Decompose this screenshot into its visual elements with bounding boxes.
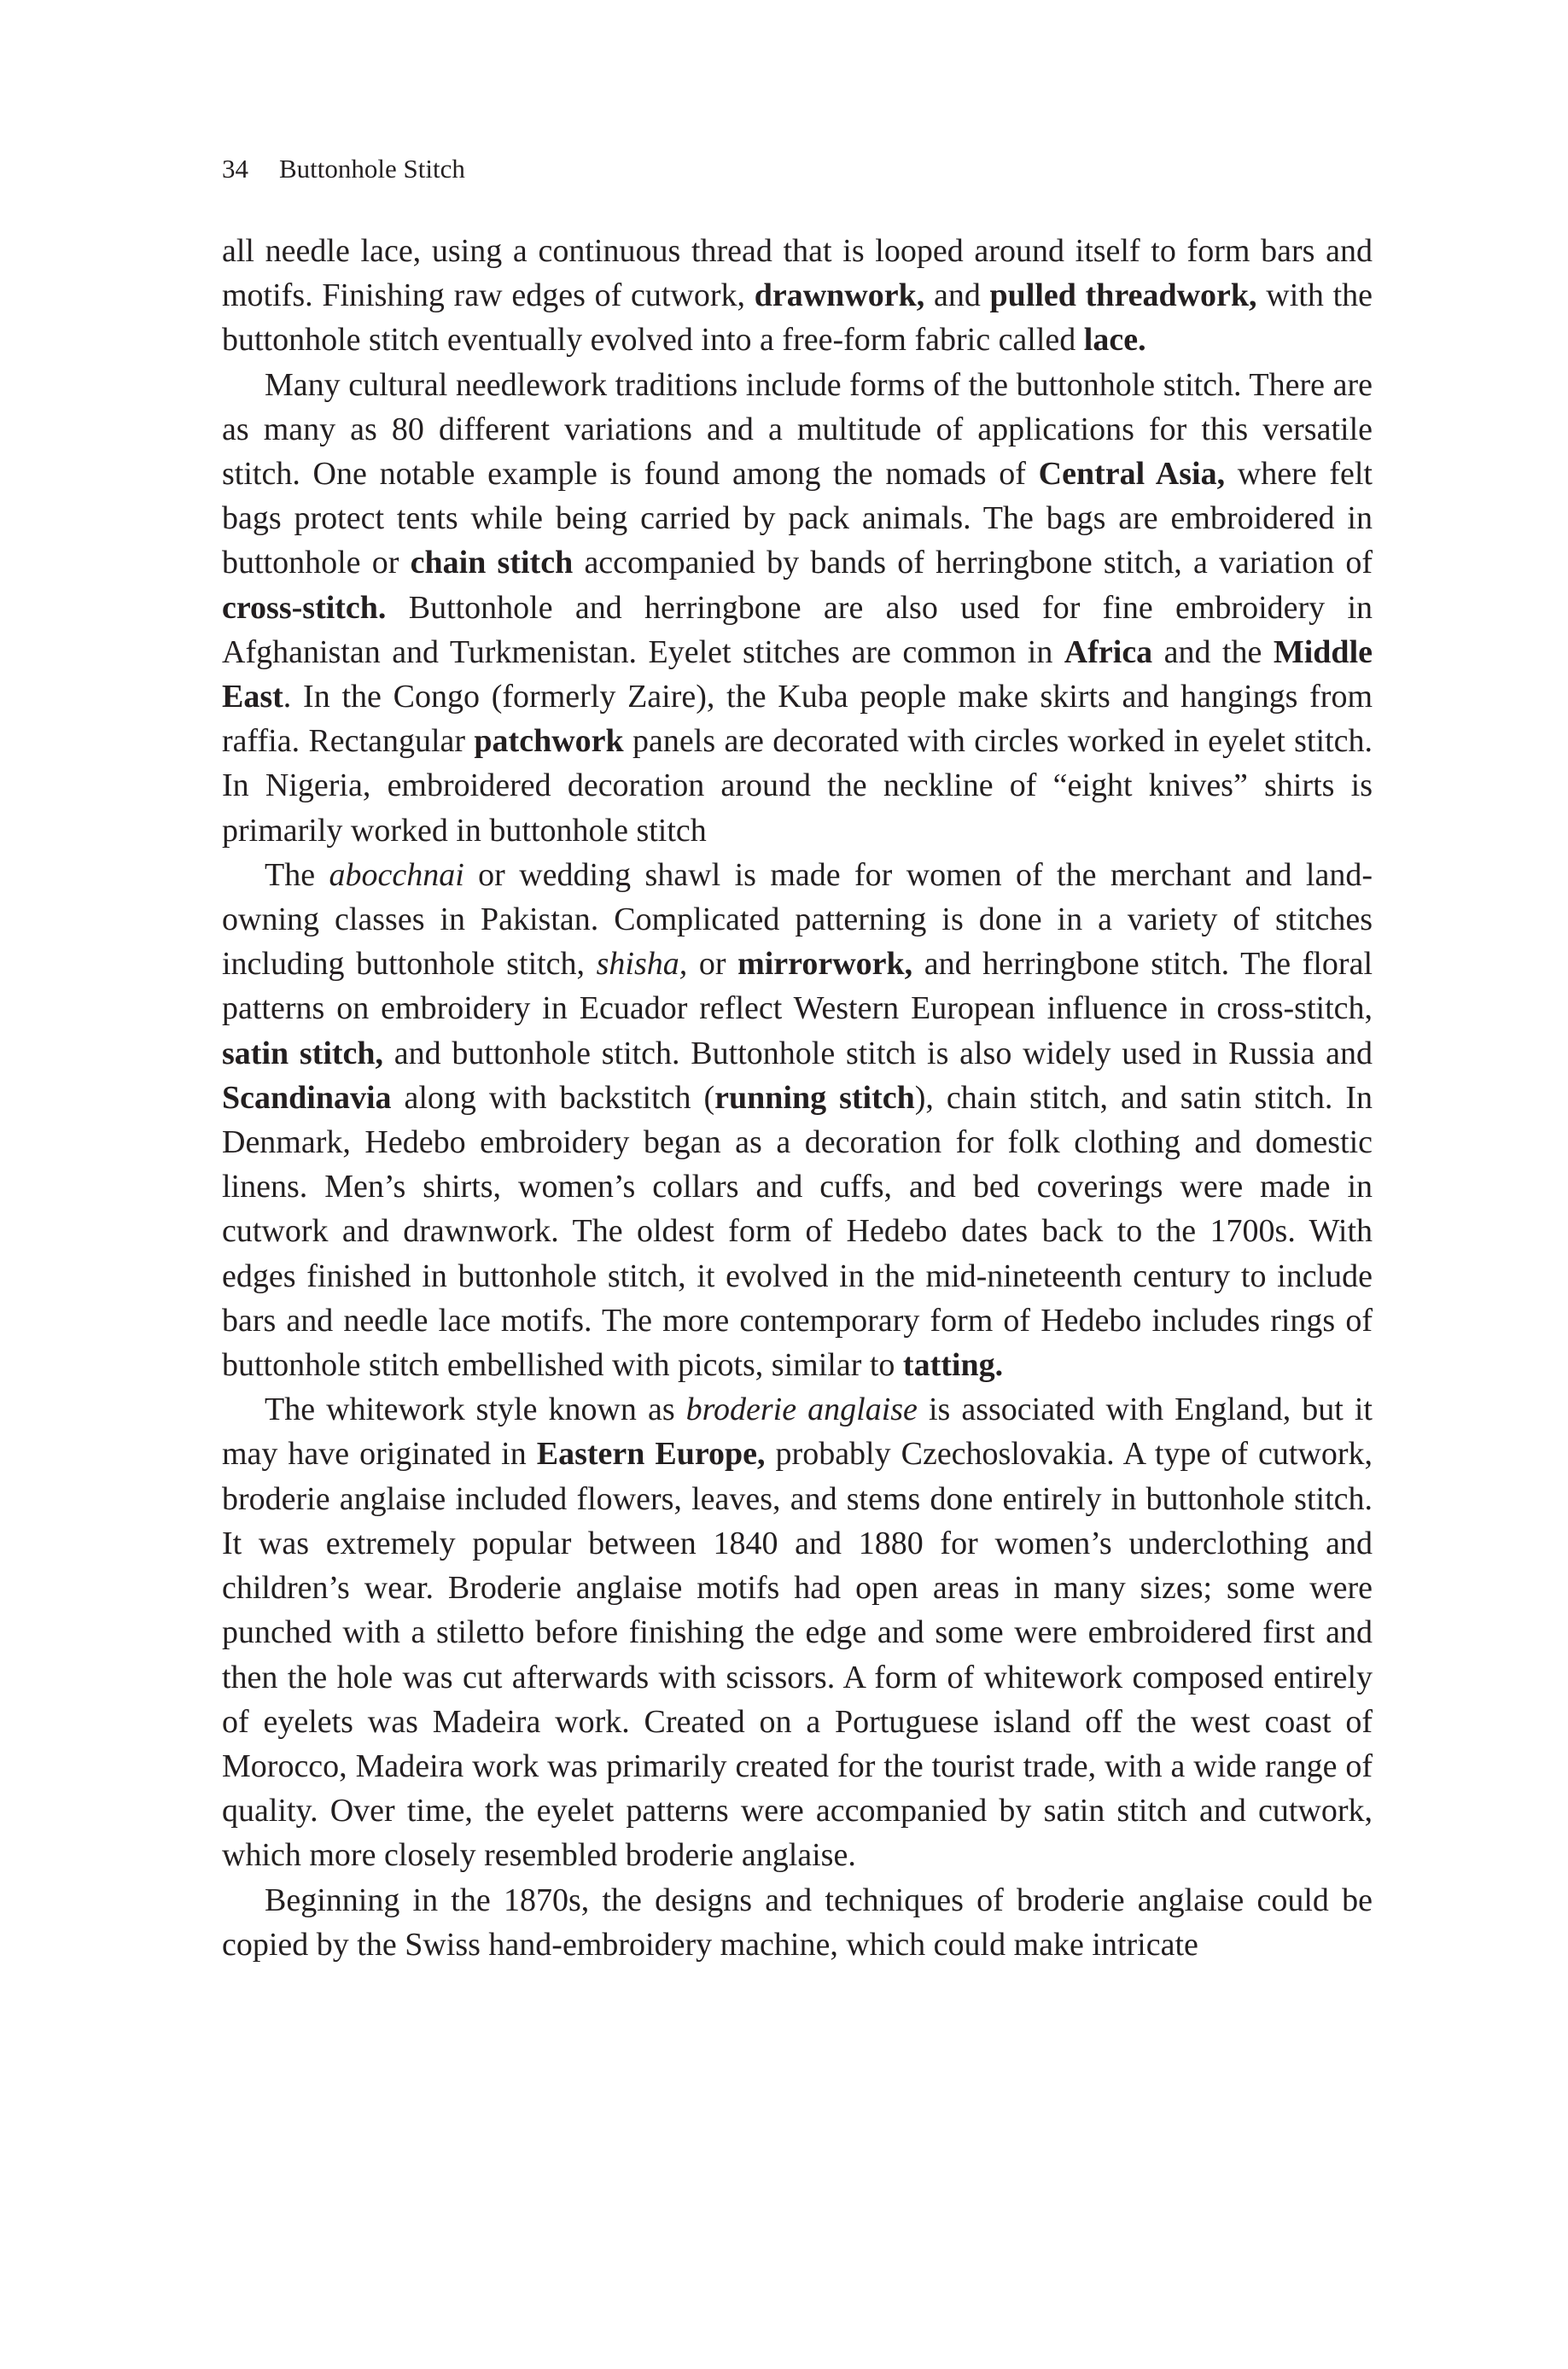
- bold-term: satin stitch,: [222, 1035, 384, 1071]
- bold-term: Scandinavia: [222, 1079, 392, 1116]
- text-run: Buttonhole and herringbone are also used for fine embroidery in Afghanistan and Turkmenistan. Eyelet stitches are common in: [222, 589, 1373, 670]
- text-run: Many cultural needlework traditions include forms of the buttonhole stitch. There are as many as 80 different variations and a multitude of applications for this versatile stitch. One notable example is found among the nomads of: [222, 366, 1373, 493]
- paragraph: [222, 853, 1373, 1387]
- text-run: and herringbone stitch. The floral patterns on embroidery in Ecuador reflect Western European influence in cross-stitch,: [222, 946, 1373, 1027]
- bold-term: drawnwork,: [754, 277, 925, 314]
- bold-term: Central Asia,: [1038, 456, 1226, 493]
- bold-term: running stitch: [714, 1079, 915, 1116]
- italic-term: abocchnai: [329, 856, 464, 893]
- bold-term: mirrorwork,: [737, 946, 913, 983]
- bold-term: Eastern Europe,: [536, 1436, 766, 1473]
- bold-term: chain stitch: [410, 545, 574, 581]
- text-run: is associated with England, but it may have originated in: [222, 1392, 1373, 1473]
- bold-term: patchwork: [474, 723, 624, 760]
- text-run: accompanied by bands of herringbone stitch, a variation of: [573, 545, 1373, 581]
- bold-term: lace.: [1083, 322, 1146, 359]
- paragraph: [222, 1387, 1373, 1877]
- text-run: all needle lace, using a continuous thread that is looped around itself to form bars and motifs. Finishing raw edges of cutwork,: [222, 233, 1373, 314]
- italic-term: shisha,: [596, 946, 688, 983]
- text-run: and: [924, 277, 990, 314]
- page-number: 34: [222, 154, 248, 184]
- text-run: ), chain stitch, and satin stitch. In Denmark, Hedebo embroidery began as a decoration for folk clothing and domestic linens. Men’s shirts, women’s collars and cuffs, and bed coverings were made in cutwork and drawnwork. The oldest form of Hedebo dates back to the 1700s. With edges finished in buttonhole stitch, it evolved in the mid-nineteenth century to include bars and needle lace motifs. The more contemporary form of Hedebo includes rings of buttonhole stitch embellished with picots, similar to: [222, 1079, 1373, 1384]
- text-run: or wedding shawl is made for women of the merchant and land-owning classes in Pakistan. Complicated patterning is done in a variety of stitches including buttonhole stitch,: [222, 856, 1373, 983]
- bold-term: pulled threadwork,: [989, 277, 1257, 314]
- running-head: [222, 152, 465, 186]
- paragraph: [222, 1878, 1373, 1967]
- text-run: The: [265, 856, 329, 893]
- text-run: panels are decorated with circles worked in eyelet stitch. In Nigeria, embroidered decoration around the neckline of “eight knives” shirts is primarily worked in buttonhole stitch: [222, 723, 1373, 849]
- text-run: with the buttonhole stitch eventually evolved into a free-form fabric called: [222, 277, 1373, 359]
- paragraph: [222, 363, 1373, 853]
- text-run: . In the Congo (formerly Zaire), the Kuba people make skirts and hangings from raffia. Rectangular: [222, 679, 1373, 760]
- body-text: [222, 229, 1373, 1967]
- paragraph: [222, 229, 1373, 363]
- text-run: and the: [1152, 633, 1274, 670]
- italic-term: broderie anglaise: [685, 1392, 918, 1428]
- bold-term: tatting.: [902, 1347, 1004, 1384]
- bold-term: Africa: [1064, 633, 1153, 670]
- text-run: The whitework style known as: [265, 1392, 686, 1428]
- text-run: or: [687, 946, 738, 983]
- text-run: probably Czechoslovakia. A type of cutwork, broderie anglaise included flowers, leaves, and stems done entirely in buttonhole stitch. It was extremely popular between 1840 and 1880 for women’s underclothing and children’s wear. Broderie anglaise motifs had open areas in many sizes; some were punched with a stiletto before finishing the edge and some were embroidered first and then the hole was cut afterwards with scissors. A form of whitework composed entirely of eyelets was Madeira work. Created on a Portuguese island off the west coast of Morocco, Madeira work was primarily created for the tourist trade, with a wide range of quality. Over time, the eyelet patterns were accompanied by satin stitch and cutwork, which more closely resembled broderie anglaise.: [222, 1436, 1373, 1874]
- running-title: Buttonhole Stitch: [279, 154, 465, 184]
- text-run: Beginning in the 1870s, the designs and techniques of broderie anglaise could be copied by the Swiss hand-embroidery machine, which could make intricate: [222, 1882, 1373, 1963]
- bold-term: cross-stitch.: [222, 589, 387, 626]
- text-run: and buttonhole stitch. Buttonhole stitch is also widely used in Russia and: [383, 1035, 1373, 1071]
- text-run: where felt bags protect tents while being carried by pack animals. The bags are embroidered in buttonhole or: [222, 456, 1373, 581]
- bold-term: Middle East: [222, 633, 1373, 715]
- text-run: along with backstitch (: [391, 1079, 715, 1116]
